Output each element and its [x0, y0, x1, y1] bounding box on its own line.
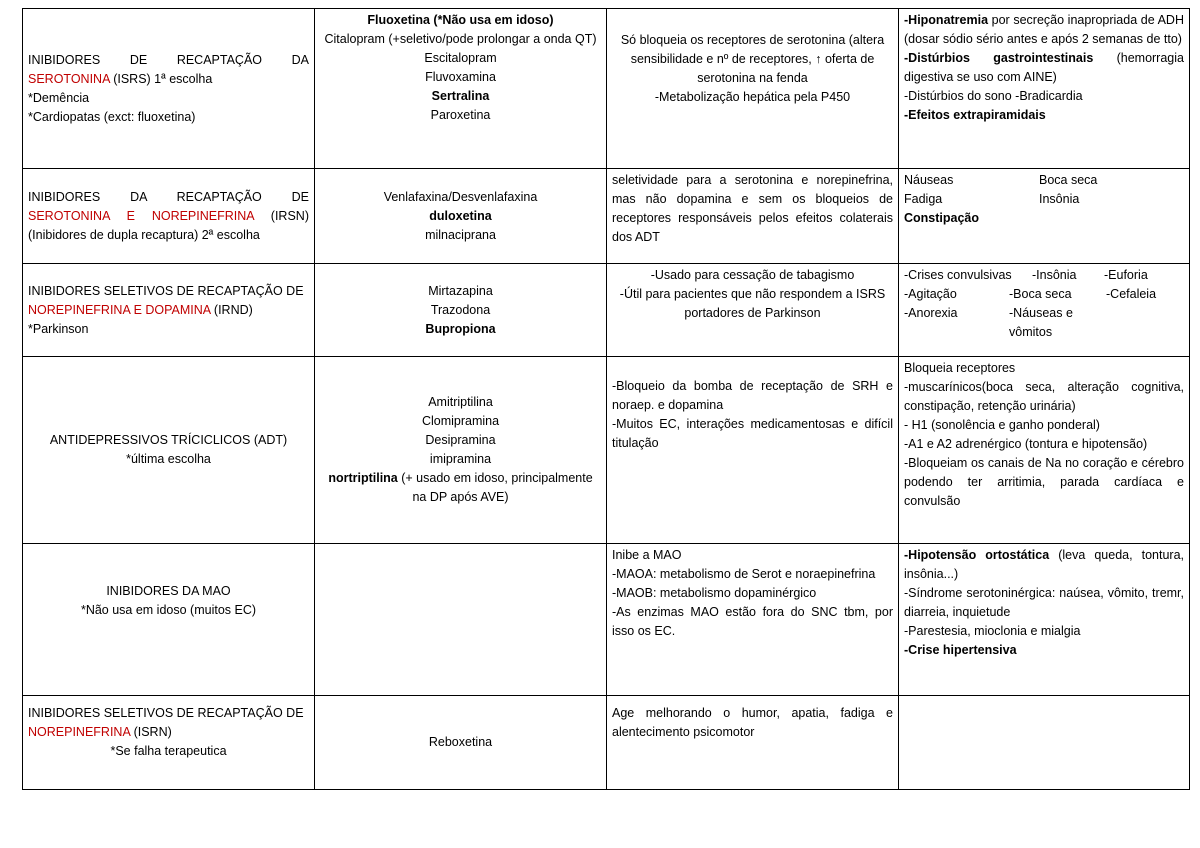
- effect-text: Insônia: [1039, 192, 1080, 206]
- mechanism-cell: [607, 9, 899, 169]
- class-cell: [23, 264, 315, 357]
- effect-text: -Agitação: [904, 287, 957, 301]
- class-cell: [23, 357, 315, 544]
- table-row: [23, 169, 1190, 264]
- class-highlight: SEROTONINA: [28, 71, 110, 86]
- class-name: INIBIDORES SELETIVOS DE RECAPTAÇÃO DE: [28, 283, 304, 298]
- effect-highlight: -Distúrbios gastrointestinais: [904, 51, 1094, 65]
- class-name: INIBIDORES SELETIVOS DE RECAPTAÇÃO DE: [28, 706, 304, 720]
- effect-text: Boca seca: [1039, 173, 1098, 187]
- effect-text: -Cefaleia: [1106, 287, 1157, 301]
- mechanism-text: -As enzimas MAO estão fora do SNC tbm, por isso os EC.: [612, 605, 893, 638]
- drugs-cell: [315, 696, 607, 790]
- effects-cell: [899, 696, 1190, 790]
- effect-text: Náuseas: [904, 173, 954, 187]
- effect-text: -Síndrome serotoninérgica: naúsea, vômito, tremr, diarreia, inquietude: [904, 586, 1184, 619]
- drug-name: Fluvoxamina: [425, 70, 496, 84]
- drug-name: imipramina: [429, 452, 492, 466]
- antidepressants-table: [22, 8, 1190, 790]
- effect-text: -Insônia: [1032, 268, 1077, 282]
- mechanism-cell: [607, 544, 899, 696]
- drug-name: Desipramina: [425, 433, 496, 447]
- effect-text: -Crises convulsivas: [904, 268, 1012, 282]
- mechanism-text: -Útil para pacientes que não respondem a ISRS portadores de Parkinson: [619, 287, 886, 320]
- class-note: *Cardiopatas (exct: fluoxetina): [28, 109, 196, 124]
- effect-text: - H1 (sonolência e ganho ponderal): [904, 418, 1100, 432]
- class-note: *Parkinson: [28, 321, 89, 336]
- effect-text: -muscarínicos(boca seca, alteração cognitiva, constipação, retenção urinária): [904, 380, 1184, 413]
- table-row: [23, 264, 1190, 357]
- mechanism-cell: [607, 169, 899, 264]
- class-name: ANTIDEPRESSIVOS TRÍCICLICOS (ADT): [49, 433, 288, 447]
- class-abbr: (ISRS) 1ª escolha: [109, 71, 213, 86]
- mechanism-text: -Usado para cessação de tabagismo: [650, 268, 855, 282]
- effect-text: (hemorragia digestiva se uso com AINE): [904, 51, 1184, 84]
- drug-note: (+ usado em idoso, principalmente na DP após AVE): [397, 471, 593, 504]
- effect-text: -Anorexia: [904, 306, 958, 320]
- drug-name: Escitalopram: [424, 51, 497, 65]
- effect-text: por secreção inapropriada de ADH (dosar sódio sério antes e após 2 semanas de tto): [904, 13, 1184, 46]
- effect-text: -Bloqueiam os canais de Na no coração e cérebro podendo ter arritimia, parada cardíaca e convulsão: [904, 456, 1184, 508]
- effect-highlight: -Hipotensão ortostática: [904, 548, 1050, 562]
- table-row: [23, 544, 1190, 696]
- effect-text: -A1 e A2 adrenérgico (tontura e hipotensão): [904, 437, 1148, 451]
- class-cell: [23, 169, 315, 264]
- class-abbr: (IRSN) (Inibidores de dupla recaptura) 2ª escolha: [28, 208, 309, 242]
- mechanism-text: -MAOB: metabolismo dopaminérgico: [612, 586, 817, 600]
- table-row: [23, 357, 1190, 544]
- effect-text: -Distúrbios do sono -Bradicardia: [904, 89, 1083, 103]
- class-abbr: (IRND): [210, 302, 253, 317]
- effect-text: -Náuseas e vômitos: [1009, 306, 1073, 339]
- effects-cell: [899, 357, 1190, 544]
- mechanism-cell: [607, 696, 899, 790]
- drug-name: Fluoxetina (*Não usa em idoso): [367, 13, 554, 27]
- drug-name: Sertralina: [431, 89, 490, 103]
- class-note: *Se falha terapeutica: [110, 744, 227, 758]
- class-name: INIBIDORES DE RECAPTAÇÃO DA: [28, 52, 309, 67]
- class-cell: [23, 696, 315, 790]
- effects-cell: [899, 9, 1190, 169]
- class-note: *Não usa em idoso (muitos EC): [80, 603, 257, 617]
- class-highlight: NOREPINEFRINA E DOPAMINA: [28, 302, 211, 317]
- drug-name: Bupropiona: [425, 321, 496, 336]
- class-name: INIBIDORES DA MAO: [106, 584, 231, 598]
- effect-text: (leva queda, tontura, insônia...): [904, 548, 1184, 581]
- effects-cell: [899, 169, 1190, 264]
- drug-name: nortriptilina: [328, 471, 398, 485]
- class-highlight: SEROTONINA E NOREPINEFRINA: [28, 208, 254, 223]
- class-abbr: (ISRN): [130, 725, 172, 739]
- mechanism-text: -Metabolização hepática pela P450: [654, 90, 851, 104]
- drugs-cell: [315, 357, 607, 544]
- drug-name: Paroxetina: [430, 108, 491, 122]
- class-note: *Demência: [28, 90, 90, 105]
- drugs-cell: [315, 544, 607, 696]
- drug-name: duloxetina: [429, 208, 492, 223]
- drug-name: Reboxetina: [428, 735, 493, 749]
- effect-text: -Euforia: [1104, 268, 1148, 282]
- mechanism-cell: [607, 357, 899, 544]
- mechanism-text: -MAOA: metabolismo de Serot e noraepinefrina: [612, 567, 876, 581]
- effect-text: Bloqueia receptores: [904, 361, 1016, 375]
- effect-text: Fadiga: [904, 192, 943, 206]
- class-cell: [23, 9, 315, 169]
- class-highlight: NOREPINEFRINA: [28, 725, 131, 739]
- drug-name: milnaciprana: [425, 227, 496, 242]
- effects-cell: [899, 544, 1190, 696]
- drugs-cell: [315, 264, 607, 357]
- drug-name: Clomipramina: [421, 414, 500, 428]
- effect-highlight: -Efeitos extrapiramidais: [904, 108, 1046, 122]
- effect-highlight: -Hiponatremia: [904, 13, 989, 27]
- drug-name: Trazodona: [430, 302, 491, 317]
- drug-name: Venlafaxina/Desvenlafaxina: [383, 189, 538, 204]
- table-row: [23, 9, 1190, 169]
- class-note: *última escolha: [126, 452, 211, 466]
- drugs-cell: [315, 169, 607, 264]
- mechanism-text: Só bloqueia os receptores de serotonina (altera sensibilidade e nº de receptores, ↑ oferta de serotonina na fenda: [620, 33, 885, 85]
- drug-name: Mirtazapina: [428, 283, 493, 298]
- mechanism-cell: [607, 264, 899, 357]
- class-name: INIBIDORES DA RECAPTAÇÃO DE: [28, 189, 309, 204]
- drugs-cell: [315, 9, 607, 169]
- mechanism-text: Inibe a MAO: [612, 548, 682, 562]
- drug-name: Citalopram (+seletivo/pode prolongar a onda QT): [324, 32, 597, 46]
- mechanism-text: -Muitos EC, interações medicamentosas e difícil titulação: [612, 417, 893, 450]
- effect-highlight: Constipação: [904, 211, 980, 225]
- drug-name: Amitriptilina: [428, 395, 493, 409]
- effect-text: -Parestesia, mioclonia e mialgia: [904, 624, 1081, 638]
- effect-highlight: -Crise hipertensiva: [904, 643, 1017, 657]
- effects-cell: [899, 264, 1190, 357]
- mechanism-text: -Bloqueio da bomba de receptação de SRH e noraep. e dopamina: [612, 379, 893, 412]
- table-row: [23, 696, 1190, 790]
- effect-text: -Boca seca: [1009, 287, 1072, 301]
- mechanism-text: seletividade para a serotonina e norepinefrina, mas não dopamina e sem os bloqueios de receptores responsáveis pelos efeitos colaterais dos ADT: [612, 173, 893, 244]
- mechanism-text: Age melhorando o humor, apatia, fadiga e alentecimento psicomotor: [612, 706, 893, 739]
- class-cell: [23, 544, 315, 696]
